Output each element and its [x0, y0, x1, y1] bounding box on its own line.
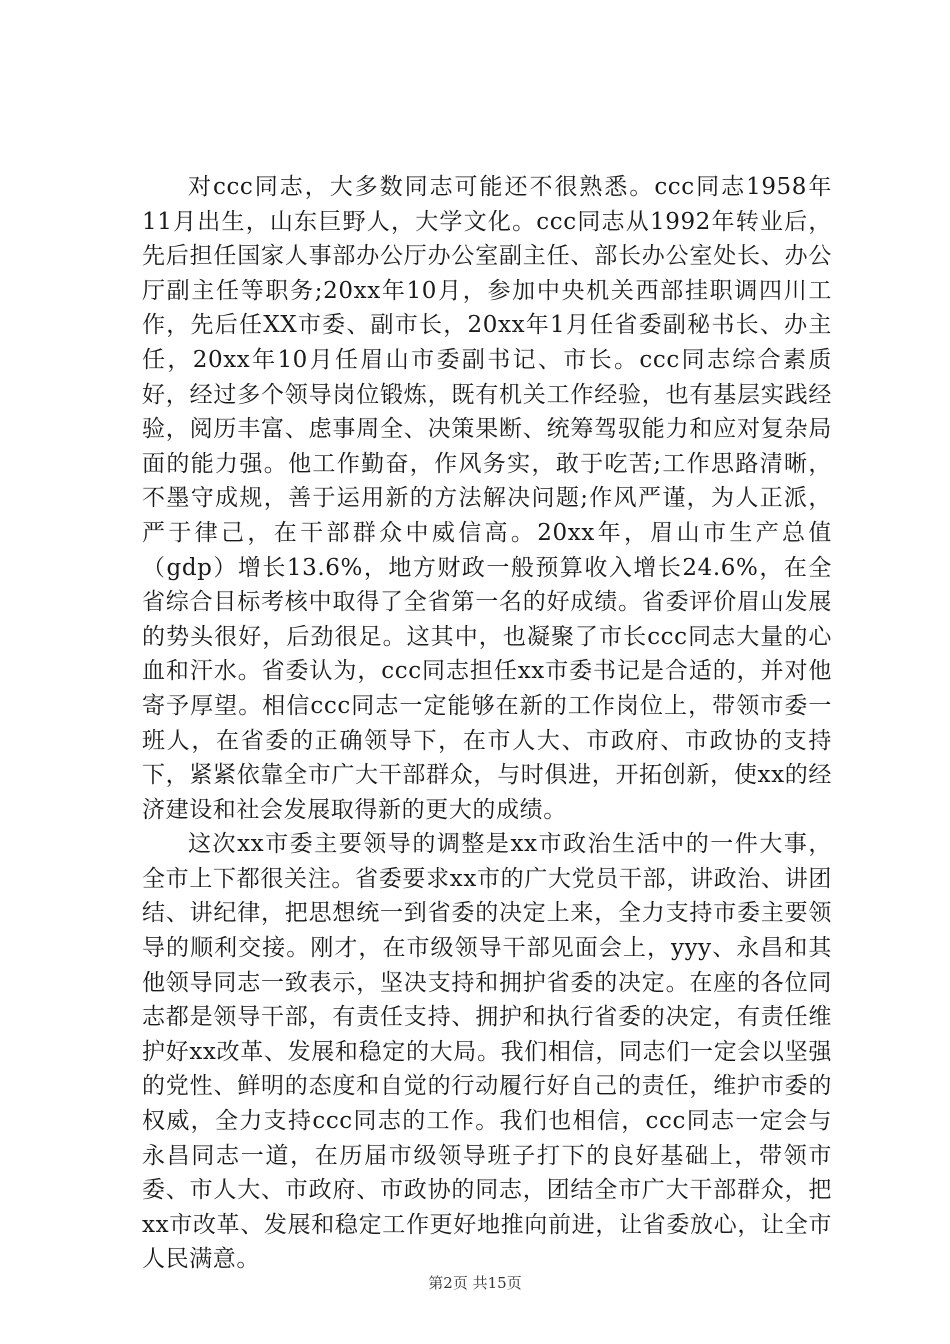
paragraph-2: 这次xx市委主要领导的调整是xx市政治生活中的一件大事，全市上下都很关注。省委要求xx市的广大党员干部，讲政治、讲团结、讲纪律，把思想统一到省委的决定上来，全力支持市委主要领导的顺利交接。刚才，在市级领导干部见面会上，yyy、永昌和其他领导同志一致表示，坚决支持和拥护省委的决定。在座的各位同志都是领导干部，有责任支持、拥护和执行省委的决定，有责任维护好xx改革、发展和稳定的大局。我们相信，同志们一定会以坚强的党性、鲜明的态度和自觉的行动履行好自己的责任，维护市委的权威，全力支持ccc同志的工作。我们也相信，ccc同志一定会与永昌同志一道，在历届市级领导班子打下的良好基础上，带领市委、市人大、市政府、市政协的同志，团结全市广大干部群众，把xx市改革、发展和稳定工作更好地推向前进，让省委放心，让全市人民满意。 [142, 831, 832, 1273]
paragraph-1: 对ccc同志，大多数同志可能还不很熟悉。ccc同志1958年11月出生，山东巨野人，大学文化。ccc同志从1992年转业后，先后担任国家人事部办公厅办公室副主任、部长办公室处长、办公厅副主任等职务;20xx年10月，参加中央机关西部挂职调四川工作，先后任XX市委、副市长，20xx年1月任省委副秘书长、办主任，20xx年10月任眉山市委副书记、市长。ccc同志综合素质好，经过多个领导岗位锻炼，既有机关工作经验，也有基层实践经验，阅历丰富、虑事周全、决策果断、统筹驾驭能力和应对复杂局面的能力强。他工作勤奋，作风务实，敢于吃苦;工作思路清晰，不墨守成规，善于运用新的方法解决问题;作风严谨，为人正派，严于律己，在干部群众中威信高。20xx年，眉山市生产总值（gdp）增长13.6%，地方财政一般预算收入增长24.6%，在全省综合目标考核中取得了全省第一名的好成绩。省委评价眉山发展的势头很好，后劲很足。这其中，也凝聚了市长ccc同志大量的心血和汗水。省委认为，ccc同志担任xx市委书记是合适的，并对他寄予厚望。相信ccc同志一定能够在新的工作岗位上，带领市委一班人，在省委的正确领导下，在市人大、市政府、市政协的支持下，紧紧依靠全市广大干部群众，与时俱进，开拓创新，使xx的经济建设和社会发展取得新的更大的成绩。 [142, 174, 832, 823]
page-number-footer: 第2页 共15页 [428, 1274, 522, 1292]
document-body [142, 170, 832, 1277]
